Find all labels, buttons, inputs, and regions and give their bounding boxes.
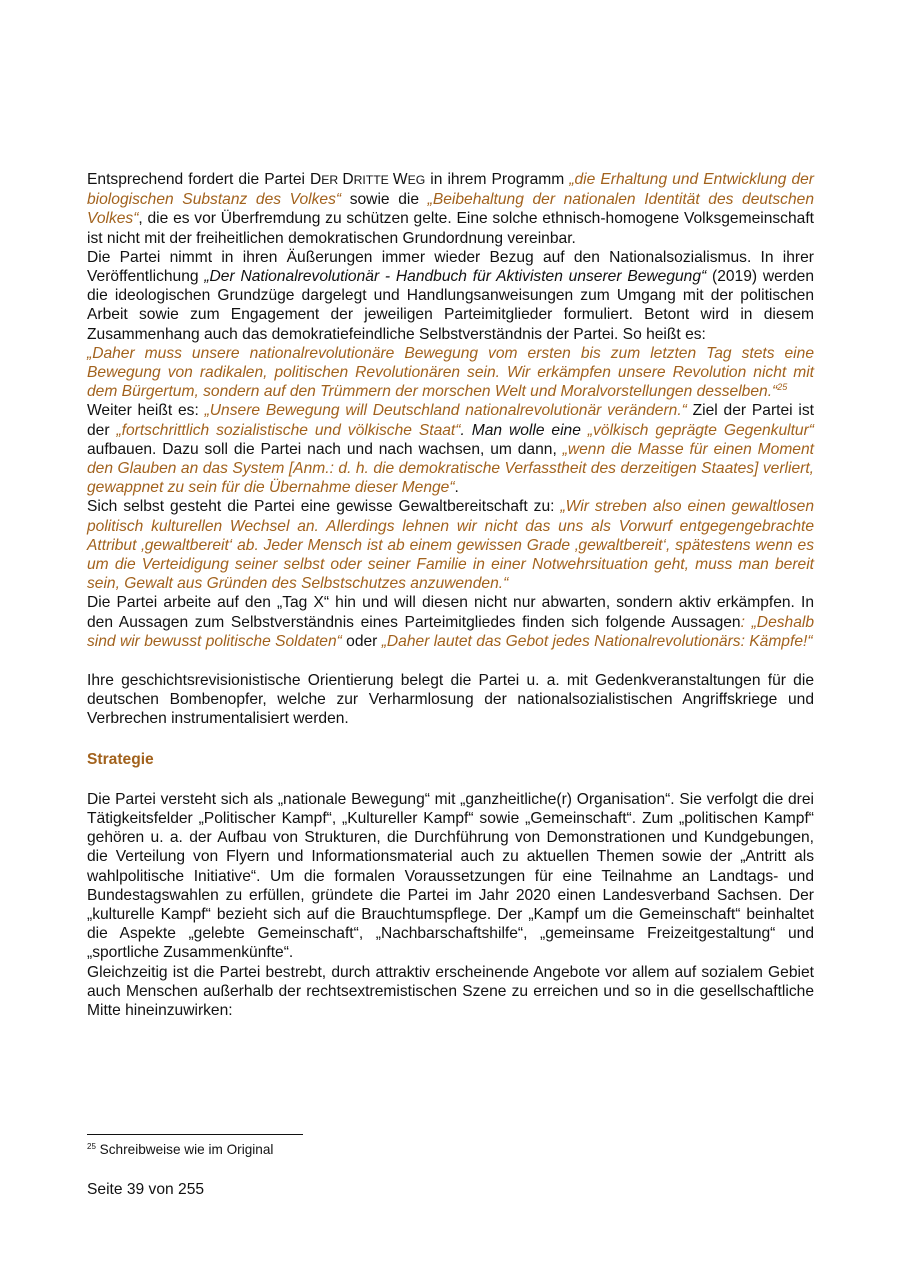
paragraph-block-quote <box>87 344 814 402</box>
quote: „Daher lautet das Gebot jedes Nationalrevolutionärs: Kämpfe!“ <box>381 632 813 650</box>
quote: „die Erhaltung und Entwicklung der biologischen Substanz des Volkes“ <box>87 171 814 209</box>
footnote-reference: 25 <box>777 382 788 393</box>
paragraph-goals: Weiter heißt es: „Unsere Bewegung will Deutschland nationalrevolutionär verändern.“ Ziel der Partei ist der „fortschrittlich sozialistische und völkische Staat“. Man wolle eine „völkisch geprägte Gegenkultur“ aufbauen. Dazu soll die Partei nach und nach wachsen, um dann, „wenn die Masse für einen Moment den Glauben an das System [Anm.: d. h. die demokratische Verfasstheit des derzeitigen Staates] verliert, gewappnet zu sein für die Übernahme dieser Menge“. <box>87 402 814 497</box>
publication-title: „Der Nationalrevolutionär - Handbuch für Aktivisten unserer Bewegung“ <box>204 268 707 286</box>
footnote-number: 25 <box>87 1142 96 1151</box>
quote: „Wir streben also einen gewaltlosen politisch kulturellen Wechsel an. Allerdings lehnen wir nicht das uns als Vorwurf entgegengebrachte Attribut ‚gewaltbereit‘ ab. Jeder Mensch ist ab einem gewissen Grade ‚gewaltbereit‘, spätestens wenn es um die Verteidigung seiner selbst oder seiner Familie in einer Notwehrsituation geht, muss man bereit sein, Gewalt aus Gründen des Selbstschutzes anzuwenden.“ <box>87 498 814 593</box>
quote: „wenn die Masse für einen Moment den Glauben an das System [Anm.: d. h. die demokratische Verfasstheit des derzeitigen Staates] verliert, gewappnet zu sein für die Übernahme dieser Menge“ <box>87 440 814 497</box>
quote: „völkisch geprägte Gegenkultur“ <box>587 421 814 439</box>
paragraph-revisionism: Ihre geschichtsrevisionistische Orientierung belegt die Partei u. a. mit Gedenkveranstaltungen für die deutschen Bombenopfer, welche zur Verharmlosung der nationalsozialistischen Angriffskriege und Verbrechen instrumentalisiert werden. <box>87 672 814 728</box>
paragraph-handbook: Die Partei nimmt in ihren Äußerungen immer wieder Bezug auf den Nationalsozialismus. In ihrer Veröffentlichung „Der Nationalrevolutionär - Handbuch für Aktivisten unserer Bewegung“ (2019) werden die ideologischen Grundzüge dargelegt und Handlungsanweisungen zum Umgang mit der politischen Arbeit sowie zum Engagement der jeweiligen Parteimitglieder formuliert. Betont wird in diesem Zusammenhang auch das demokratiefeindliche Selbstverständnis der Partei. So heißt es: <box>87 248 814 343</box>
section-heading: Strategie <box>87 750 154 768</box>
page-number: Seite 39 von 255 <box>87 1181 205 1198</box>
quote: „Deshalb sind wir bewusst politische Soldaten“ <box>87 613 815 650</box>
quote: „fortschrittlich sozialistische und völkische Staat“ <box>116 421 461 439</box>
paragraph-violence: Sich selbst gesteht die Partei eine gewisse Gewaltbereitschaft zu: „Wir streben also einen gewaltlosen politisch kulturellen Wechsel an. Allerdings lehnen wir nicht das uns als Vorwurf entgegengebrachte Attribut ‚gewaltbereit‘ ab. Jeder Mensch ist ab einem gewissen Grade ‚gewaltbereit‘, spätestens wenn es um die Verteidigung seiner selbst oder seiner Familie in einer Notwehrsituation geht, muss man bereit sein, Gewalt aus Gründen des Selbstschutzes anzuwenden.“ <box>87 498 814 593</box>
footnote-separator <box>87 1134 303 1135</box>
paragraph-party-program: Entsprechend fordert die Partei DER DRITTE WEG in ihrem Programm „die Erhaltung und Entwicklung der biologischen Substanz des Volkes“ sowie die „Beibehaltung der nationalen Identität des deutschen Volkes“, die es vor Überfremdung zu schützen gelte. Eine solche ethnisch-homogene Volksgemeinschaft ist nicht mit der freiheitlichen demokratischen Grundordnung vereinbar. <box>87 171 814 247</box>
paragraph-tag-x: Die Partei arbeite auf den „Tag X“ hin und will diesen nicht nur abwarten, sondern aktiv erkämpfen. In den Aussagen zum Selbstverständnis eines Parteimitgliedes finden sich folgende Aussagen: „Deshalb sind wir bewusst politische Soldaten“ oder „Daher lautet das Gebot jedes Nationalrevolutionärs: Kämpfe!“ <box>87 594 815 650</box>
quote: „Unsere Bewegung will Deutschland nationalrevolutionär verändern.“ <box>204 402 687 420</box>
paragraph-strategy: Die Partei versteht sich als „nationale Bewegung“ mit „ganzheitliche(r) Organisation“. Sie verfolgt die drei Tätigkeitsfelder „Politischer Kampf“, „Kultureller Kampf“ sowie „Gemeinschaft“. Zum „politischen Kampf“ gehören u. a. der Aufbau von Strukturen, die Durchführung von Demonstrationen und Kundgebungen, die Verteilung von Flyern und Informationsmaterial auch zu aktuellen Themen sowie der „Antritt als wahlpolitische Initiative“. Um die formalen Voraussetzungen für eine Teilnahme an Landtags- und Bundestagswahlen zu erfüllen, gründete die Partei im Jahr 2020 einen Landesverband Sachsen. Der „kulturelle Kampf“ bezieht sich auf die Brauchtumspflege. Der „Kampf um die Gemeinschaft“ beinhaltet die Aspekte „gelebte Gemeinschaft“, „Nachbarschaftshilfe“, „gemeinsame Freizeitgestaltung“ und „sportliche Zusammenkünfte“. <box>87 790 814 962</box>
party-name: DER DRITTE WEG <box>310 171 426 188</box>
quote: „Beibehaltung der nationalen Identität des deutschen Volkes“ <box>87 191 814 228</box>
footnote <box>87 1142 273 1157</box>
paragraph-outreach: Gleichzeitig ist die Partei bestrebt, durch attraktiv erscheinende Angebote vor allem auf sozialem Gebiet auch Menschen außerhalb der rechtsextremistischen Szene zu erreichen und so in die gesellschaftliche Mitte hineinzuwirken: <box>87 963 814 1019</box>
document-body <box>87 170 814 1020</box>
footnote-text: Schreibweise wie im Original <box>95 1142 274 1157</box>
quote: „Daher muss unsere nationalrevolutionäre Bewegung vom ersten bis zum letzten Tag stets eine Bewegung von radikalen, politischen Revolutionären sein. Wir erkämpfen unsere Revolution nicht mit dem Bürgertum, sondern auf den Trümmern der morschen Welt und Moralvorstellungen desselben.“ <box>87 344 814 401</box>
